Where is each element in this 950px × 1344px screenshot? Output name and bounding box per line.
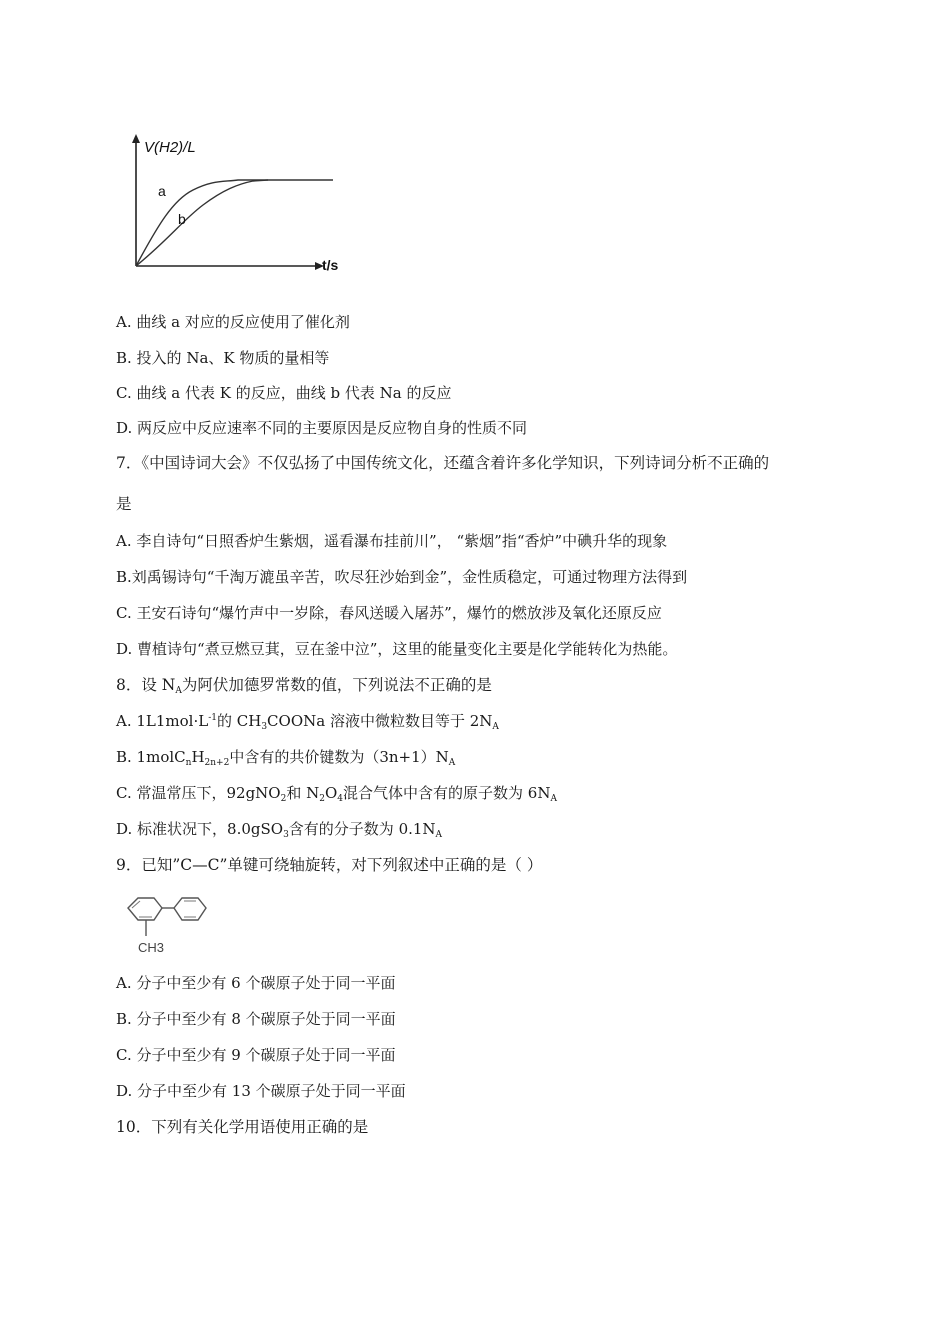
q8-b-sub3: A (448, 758, 456, 768)
q8-d-post: 含有的分子数为 0.1N (288, 820, 436, 838)
methylbiphenyl-structure (116, 892, 226, 964)
q10-stem: 10．下列有关化学用语使用正确的是 (116, 1118, 369, 1136)
q8-b-post: 中含有的共价键数为（3n+1）N (229, 748, 449, 766)
q8-c-sub3: 4 (337, 794, 344, 804)
reaction-volume-graph (118, 130, 358, 278)
q9-option-b: B. 分子中至少有 8 个碳原子处于同一平面 (116, 1010, 396, 1028)
q8-stem (116, 675, 850, 695)
q7-option-d: D. 曹植诗句“煮豆燃豆萁，豆在釜中泣”，这里的能量变化主要是化学能转化为热能。 (116, 640, 678, 658)
q8-a-sup: -1 (208, 713, 217, 723)
q8-d-text: D. 标准状况下，8.0gSO (116, 820, 284, 838)
graph-svg (118, 130, 358, 278)
q7-option-b: B.刘禹锡诗句“千淘万漉虽辛苦，吹尽狂沙始到金”，金性质稳定，可通过物理方法得到 (116, 568, 688, 586)
q8-d-sub2: A (435, 830, 443, 840)
q8-c-post: 混合气体中含有的原子数为 6N (343, 784, 551, 802)
q8-d-sub: 3 (283, 830, 289, 840)
q9-stem: 9．已知”C—C”单键可绕轴旋转，对下列叙述中正确的是（ ） (116, 856, 543, 874)
q7-stem-line1: 7．《中国诗词大会》不仅弘扬了中国传统文化，还蕴含着许多化学知识，下列诗词分析不正确的 (116, 454, 770, 472)
q8-stem-text: 8．设 N (116, 676, 176, 694)
q8-a-sub: 3 (261, 722, 268, 732)
q7-option-a: A. 李自诗句“日照香炉生紫烟，遥看瀑布挂前川”， “紫烟”指“香炉”中碘升华的现象 (116, 532, 668, 550)
q8-c-text: C. 常温常压下，92gNO (116, 784, 281, 802)
q8-b-text: B. 1molC (116, 748, 186, 766)
q9-option-d: D. 分子中至少有 13 个碳原子处于同一平面 (116, 1082, 406, 1100)
q7-option-c: C. 王安石诗句“爆竹声中一岁除，春风送暖入屠苏”，爆竹的燃放涉及氧化还原反应 (116, 604, 662, 622)
x-axis-label: t/s (322, 257, 339, 273)
curve-b (136, 180, 268, 266)
q8-c-sub2: 2 (319, 794, 325, 804)
q8-c-mid: 和 N (286, 784, 320, 802)
q8-b-sub: n (185, 758, 192, 768)
structure-svg (116, 892, 226, 964)
q8-a-mid: 的 CH (216, 712, 262, 730)
q8-c-sub: 2 (280, 794, 287, 804)
q7-stem-line2: 是 (116, 495, 132, 513)
q8-a-text: A. 1L1mol·L (116, 712, 209, 730)
q6-option-c: C. 曲线 a 代表 K 的反应，曲线 b 代表 Na 的反应 (116, 384, 452, 402)
q6-option-b: B. 投入的 Na、K 物质的量相等 (116, 349, 330, 367)
q8-a-sub2: A (492, 722, 499, 732)
q8-c-o: O (324, 784, 338, 802)
q8-option-a (116, 711, 850, 731)
y-axis-label: V(H2)/L (144, 139, 196, 156)
q6-option-d: D. 两反应中反应速率不同的主要原因是反应物自身的性质不同 (116, 419, 528, 437)
curve-a-label: a (158, 183, 166, 199)
q8-b-h: H (191, 748, 205, 766)
q8-a-post: COONa 溶液中微粒数目等于 2N (267, 712, 493, 730)
y-axis-arrow (132, 134, 140, 143)
q8-option-b (116, 747, 850, 767)
q8-stem-sub: A (175, 686, 182, 696)
q8-option-d (116, 819, 850, 839)
q8-c-sub4: A (550, 794, 557, 804)
methyl-label: CH3 (138, 940, 165, 955)
curve-b-label: b (178, 211, 186, 227)
q8-option-c (116, 783, 850, 803)
q8-b-sub2: 2n+2 (204, 758, 230, 768)
q9-option-c: C. 分子中至少有 9 个碳原子处于同一平面 (116, 1046, 396, 1064)
q6-option-a: A. 曲线 a 对应的反应使用了催化剂 (116, 313, 350, 331)
q9-option-a: A. 分子中至少有 6 个碳原子处于同一平面 (116, 974, 396, 992)
q8-stem-text-2: 为阿伏加德罗常数的值，下列说法不正确的是 (181, 676, 492, 694)
